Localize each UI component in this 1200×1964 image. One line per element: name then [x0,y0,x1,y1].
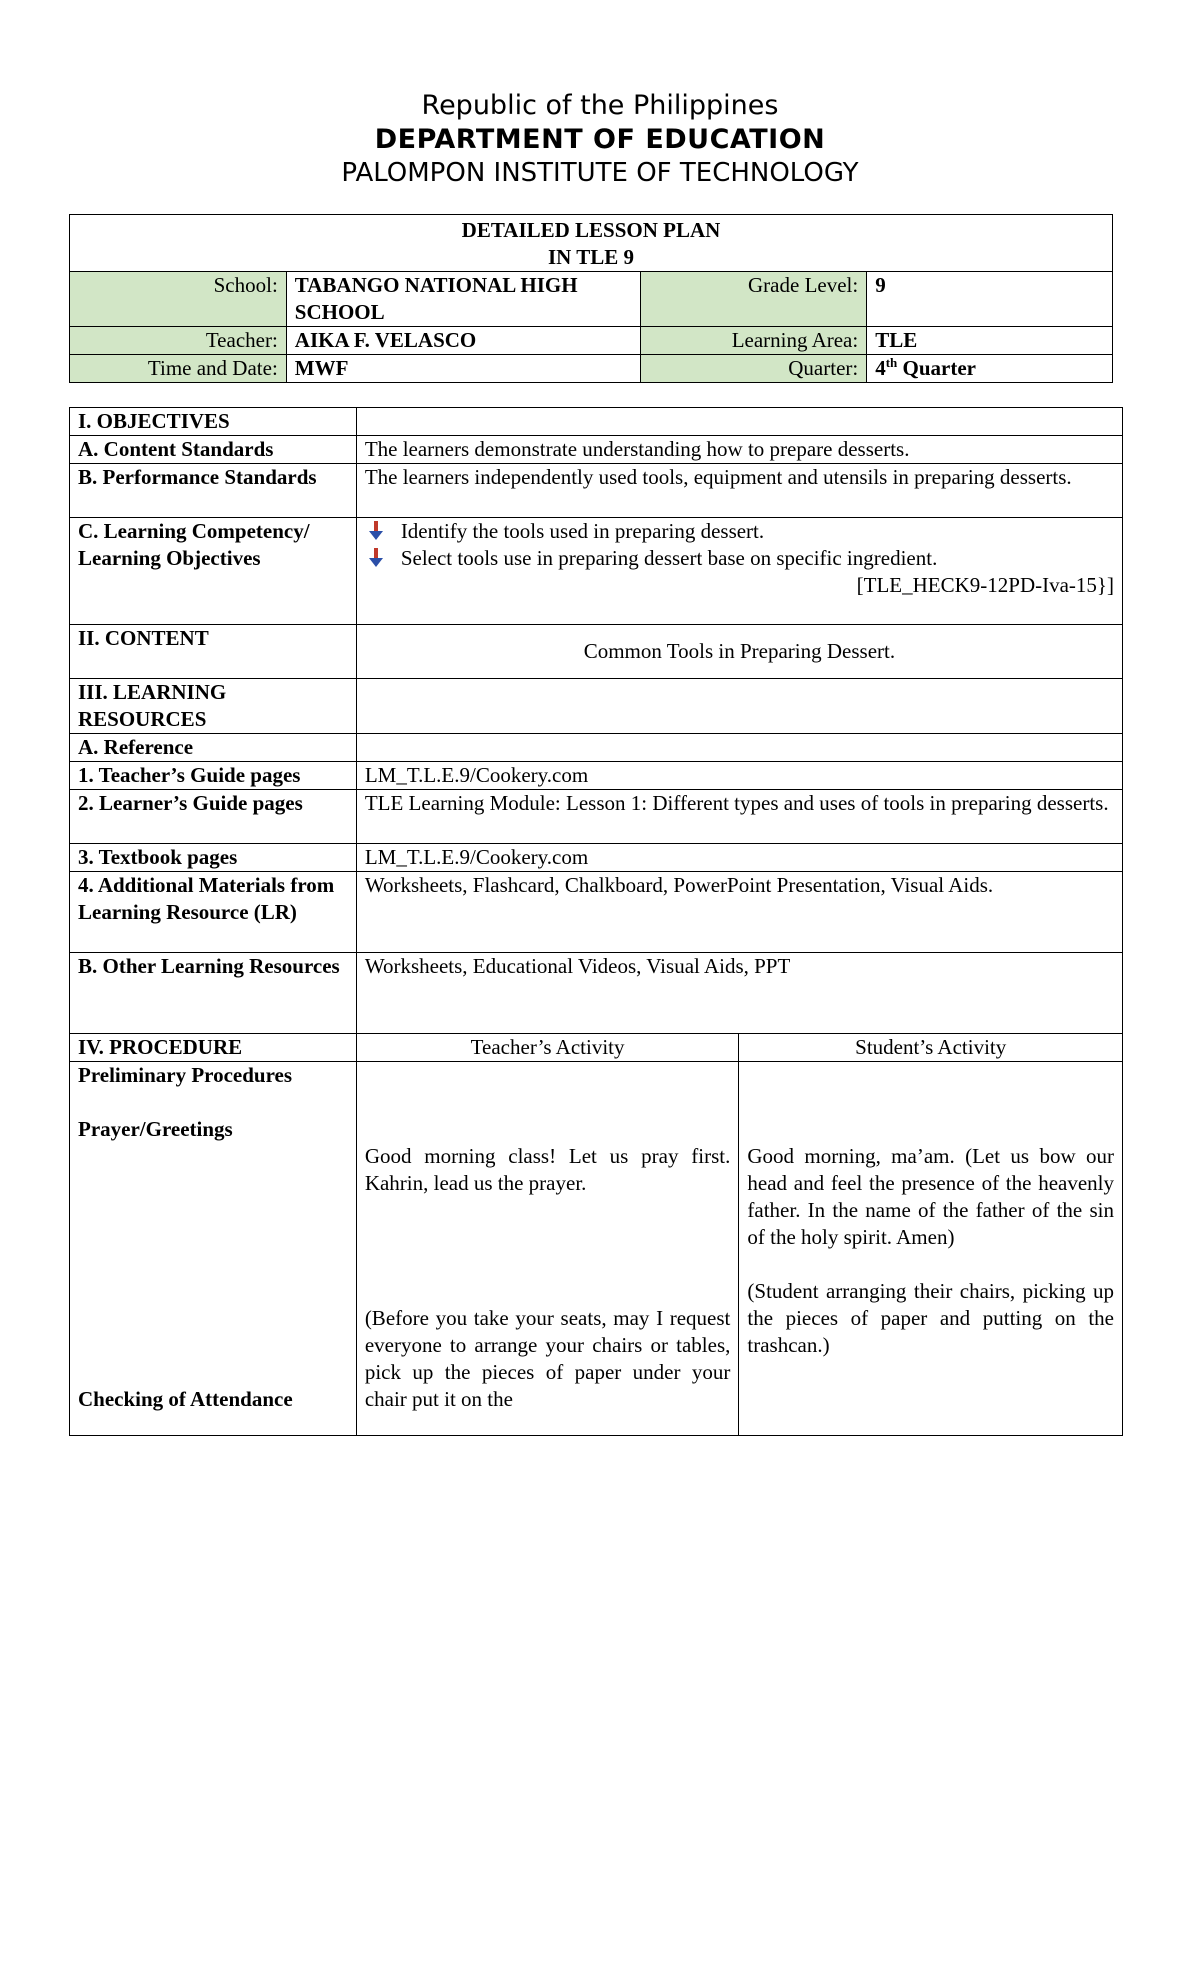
area-label: Learning Area: [641,327,867,355]
lesson-info-table [69,214,1113,383]
reference-label: A. Reference [70,734,357,762]
student-attendance-text: (Student arranging their chairs, picking up the pieces of paper and putting on the trashcan.) [747,1279,1114,1357]
procedure-label: IV. PROCEDURE [70,1034,357,1062]
content-standards-label: A. Content Standards [70,436,357,464]
additional-materials-label: 4. Additional Materials from Learning Resource (LR) [70,872,357,953]
teacher-activity-cell [356,1062,739,1436]
institute-heading: PALOMPON INSTITUTE OF TECHNOLOGY [341,158,859,188]
department-heading: DEPARTMENT OF EDUCATION [374,124,826,155]
grade-label: Grade Level: [641,272,867,327]
competency-label-line-2: Learning Objectives [78,546,261,570]
performance-standards-value: The learners independently used tools, equipment and utensils in preparing desserts. [356,464,1122,518]
quarter-word: Quarter [897,356,977,380]
prayer-label: Prayer/Greetings [78,1117,233,1141]
objectives-heading: I. OBJECTIVES [70,408,357,436]
competency-value [356,518,1122,625]
time-value: MWF [286,355,641,383]
content-label: II. CONTENT [70,625,357,679]
down-arrow-bullet-icon [369,521,383,541]
content-standards-value: The learners demonstrate understanding how to prepare desserts. [356,436,1122,464]
procedure-steps [70,1062,357,1436]
quarter-label: Quarter: [641,355,867,383]
school-label: School: [70,272,287,327]
textbook-value: LM_T.L.E.9/Cookery.com [356,844,1122,872]
list-item [401,518,1114,545]
list-item [401,545,1114,572]
competency-code: [TLE_HECK9-12PD-Iva-15}] [856,573,1114,597]
other-resources-value: Worksheets, Educational Videos, Visual Aids, PPT [356,953,1122,1034]
lesson-plan-title [70,215,1113,272]
teachers-guide-value: LM_T.L.E.9/Cookery.com [356,762,1122,790]
teacher-activity-heading: Teacher’s Activity [356,1034,739,1062]
student-activity-cell [739,1062,1123,1436]
content-value: Common Tools in Preparing Dessert. [356,625,1122,679]
teachers-guide-label: 1. Teacher’s Guide pages [70,762,357,790]
quarter-number: 4 [875,356,886,380]
area-value: TLE [867,327,1113,355]
competency-list [365,518,1114,572]
learners-guide-value: TLE Learning Module: Lesson 1: Different types and uses of tools in preparing desserts. [356,790,1122,844]
quarter-suffix: th [885,355,898,370]
title-line-2: IN TLE 9 [548,245,634,269]
learners-guide-label: 2. Learner’s Guide pages [70,790,357,844]
competency-item: Select tools use in preparing dessert base on specific ingredient. [400,546,938,570]
lesson-plan-table [69,407,1123,1436]
republic-heading: Republic of the Philippines [421,90,779,121]
competency-item: Identify the tools used in preparing dessert. [400,519,765,543]
teacher-value: AIKA F. VELASCO [286,327,641,355]
grade-value: 9 [867,272,1113,327]
competency-label-line-1: C. Learning Competency/ [78,519,310,543]
down-arrow-bullet-icon [369,548,383,568]
student-activity-heading: Student’s Activity [739,1034,1123,1062]
teacher-label: Teacher: [70,327,287,355]
attendance-label: Checking of Attendance [78,1387,293,1411]
teacher-prayer-text: Good morning class! Let us pray first. Kahrin, lead us the prayer. [364,1144,731,1195]
other-resources-label: B. Other Learning Resources [70,953,357,1034]
additional-materials-value: Worksheets, Flashcard, Chalkboard, PowerPoint Presentation, Visual Aids. [356,872,1122,953]
preliminary-label: Preliminary Procedures [78,1063,293,1087]
student-prayer-text: Good morning, ma’am. (Let us bow our head and feel the presence of the heavenly father. In the name of the father of the sin of the holy spirit. Amen) [747,1144,1114,1249]
teacher-attendance-text: (Before you take your seats, may I request everyone to arrange your chairs or tables, pick up the pieces of paper under your chair put it on the [364,1306,731,1411]
learning-resources-label: III. LEARNING RESOURCES [70,679,357,734]
textbook-label: 3. Textbook pages [70,844,357,872]
time-label: Time and Date: [70,355,287,383]
performance-standards-label: B. Performance Standards [70,464,357,518]
title-line-1: DETAILED LESSON PLAN [461,218,721,242]
school-value: TABANGO NATIONAL HIGH SCHOOL [286,272,641,327]
competency-label [70,518,357,625]
quarter-value [867,355,1113,383]
